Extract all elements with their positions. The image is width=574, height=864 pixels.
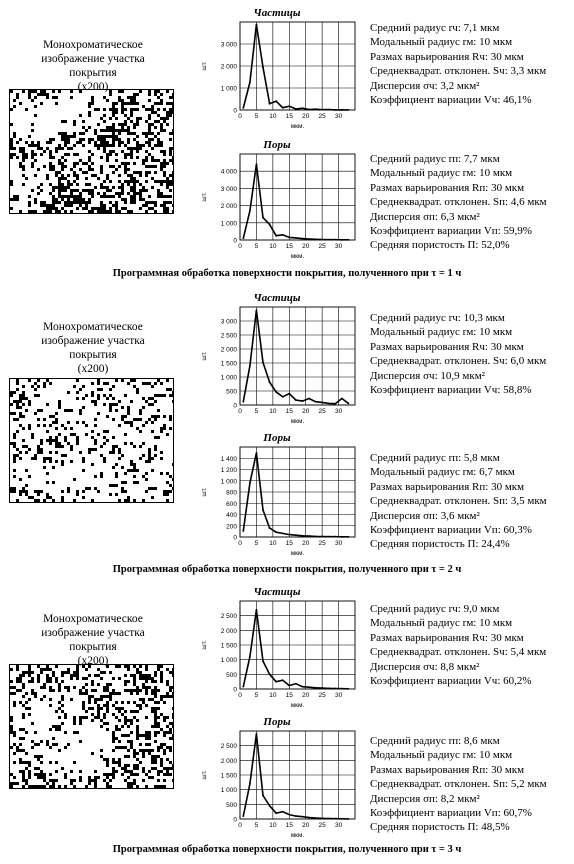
stat-line: Дисперсия σч: 8,8 мкм² (370, 660, 480, 673)
micrograph-pixels (10, 379, 174, 503)
x-axis-label: мкм. (290, 418, 305, 425)
chart-title-pores-1: Поры (263, 139, 291, 151)
stats-pores-3 (370, 734, 547, 835)
data-point (242, 401, 244, 403)
x-tick-label: 25 (318, 243, 326, 250)
image-caption-2: Монохроматическое изображение участка покрытия (x200) (41, 321, 145, 375)
series-line (243, 25, 348, 110)
y-tick-label: 2 000 (220, 63, 237, 71)
data-point (321, 239, 323, 241)
image-caption-3: Монохроматическое изображение участка покрытия (x200) (41, 613, 145, 667)
x-tick-label: 30 (334, 243, 343, 250)
data-point (256, 163, 258, 165)
data-point (288, 685, 290, 687)
data-point (275, 531, 277, 533)
stat-line: Размах варьирования Rч: 30 мкм (370, 50, 524, 63)
x-tick-label: 10 (269, 408, 277, 415)
data-point (315, 817, 317, 819)
data-point (256, 309, 258, 311)
y-tick-label: 1 500 (220, 642, 237, 650)
chart-title-particles-3: Частицы (253, 586, 301, 598)
stat-line: Дисперсия σч: 3,2 мкм² (370, 79, 480, 92)
data-point (242, 686, 244, 688)
y-tick-label: 2 000 (220, 203, 237, 211)
series-line (243, 164, 348, 240)
series-line (243, 310, 348, 403)
x-tick-label: 15 (285, 822, 293, 829)
y-tick-label: 0 (233, 237, 237, 245)
y-tick-label: 200 (226, 523, 237, 531)
stat-line: Коэффициент вариации Vч: 58,8% (370, 383, 532, 396)
data-point (256, 733, 258, 735)
data-point (341, 109, 343, 111)
micrograph-1 (9, 89, 174, 214)
x-tick-label: 0 (238, 113, 242, 120)
data-point (288, 393, 290, 395)
x-tick-label: 30 (334, 113, 343, 120)
data-point (256, 24, 258, 26)
data-point (308, 686, 310, 688)
series-line (243, 734, 348, 819)
stat-line: Среднеквадрат. отклонен. Sч: 3,3 мкм (370, 65, 547, 78)
data-point (334, 818, 336, 820)
data-point (315, 108, 317, 110)
x-tick-label: 20 (302, 692, 310, 699)
y-tick-label: 500 (226, 388, 237, 396)
stat-line: Модальный радиус rм: 10 мкм (370, 326, 513, 339)
x-tick-label: 5 (254, 822, 259, 829)
x-tick-label: 10 (269, 113, 277, 120)
data-point (341, 398, 343, 400)
x-tick-label: 20 (302, 540, 310, 547)
data-point (302, 686, 304, 688)
data-point (275, 391, 277, 393)
data-point (269, 224, 271, 226)
x-tick-label: 0 (238, 692, 242, 699)
histogram-pores-2 (196, 443, 361, 557)
histogram-pores-3 (196, 727, 361, 839)
stat-line: Размах варьирования Rп: 30 мкм (370, 480, 525, 493)
y-tick-label: 1 000 (220, 787, 237, 795)
stats-particles-1 (370, 21, 546, 107)
x-tick-label: 30 (334, 540, 343, 547)
y-tick-label: 4 000 (220, 168, 237, 176)
y-axis-label: шт. (201, 770, 208, 780)
x-tick-label: 5 (254, 243, 259, 250)
stat-line: Модальный радиус rм: 10 мкм (370, 167, 513, 180)
stat-line: Модальный радиус rм: 6,7 мкм (370, 466, 515, 479)
stats-particles-3 (370, 602, 546, 688)
stat-line: Дисперсия σп: 8,2 мкм² (370, 792, 480, 805)
data-point (321, 687, 323, 689)
stat-line: Коэффициент вариации Vч: 46,1% (370, 93, 532, 106)
stat-line: Модальный радиус rм: 10 мкм (370, 36, 513, 49)
data-point (282, 811, 284, 813)
data-point (348, 109, 350, 111)
stat-line: Модальный радиус rм: 10 мкм (370, 617, 513, 630)
series-line (243, 610, 348, 689)
stat-line: Средний радиус rч: 7,1 мкм (370, 22, 500, 34)
stat-line: Среднеквадрат. отклонен. Sп: 4,6 мкм (370, 196, 547, 209)
histogram-pores-1 (196, 150, 361, 260)
stats-particles-2 (370, 311, 546, 397)
stat-line: Средний радиус rп: 5,8 мкм (370, 452, 500, 464)
data-point (321, 536, 323, 538)
data-point (262, 66, 264, 68)
section-footer-3: Программная обработка поверхности покрытия, полученного при τ = 3 ч (112, 844, 462, 855)
data-point (288, 814, 290, 816)
y-tick-label: 2 000 (220, 346, 237, 354)
data-point (295, 108, 297, 110)
x-tick-label: 25 (318, 113, 326, 120)
stat-line: Коэффициент вариации Vп: 60,3% (370, 523, 532, 536)
data-point (282, 679, 284, 681)
x-tick-label: 0 (238, 540, 242, 547)
data-point (302, 400, 304, 402)
data-point (242, 237, 244, 239)
data-point (334, 688, 336, 690)
data-point (328, 109, 330, 111)
y-tick-label: 1 000 (220, 220, 237, 228)
x-tick-label: 20 (302, 408, 310, 415)
section-footer-2: Программная обработка поверхности покрытия, полученного при τ = 2 ч (112, 564, 462, 575)
x-tick-label: 25 (318, 822, 326, 829)
y-axis-label: шт. (201, 61, 208, 71)
x-tick-label: 10 (269, 540, 277, 547)
y-tick-label: 0 (233, 816, 237, 824)
data-point (269, 381, 271, 383)
data-point (275, 812, 277, 814)
y-tick-label: 3 000 (220, 41, 237, 49)
data-point (341, 688, 343, 690)
histogram-particles-3 (196, 597, 361, 709)
x-tick-label: 0 (238, 243, 242, 250)
data-point (256, 452, 258, 454)
stat-line: Размах варьирования Rч: 30 мкм (370, 340, 524, 353)
x-tick-label: 5 (254, 113, 259, 120)
x-tick-label: 5 (254, 692, 259, 699)
data-point (321, 109, 323, 111)
data-point (341, 818, 343, 820)
x-axis-label: мкм. (290, 702, 305, 709)
data-point (302, 816, 304, 818)
data-point (275, 681, 277, 683)
y-tick-label: 2 500 (220, 743, 237, 751)
data-point (321, 401, 323, 403)
data-point (308, 398, 310, 400)
data-point (295, 237, 297, 239)
data-point (328, 239, 330, 241)
x-tick-label: 15 (285, 408, 293, 415)
y-tick-label: 500 (226, 801, 237, 809)
data-point (282, 234, 284, 236)
data-point (334, 239, 336, 241)
stat-line: Средний радиус rп: 7,7 мкм (370, 153, 500, 165)
data-point (288, 237, 290, 239)
stat-line: Средний радиус rп: 8,6 мкм (370, 735, 500, 747)
data-point (334, 109, 336, 111)
y-tick-label: 1 500 (220, 772, 237, 780)
stat-line: Коэффициент вариации Vп: 60,7% (370, 806, 532, 819)
y-tick-label: 0 (233, 402, 237, 410)
x-tick-label: 5 (254, 540, 259, 547)
x-tick-label: 30 (334, 692, 343, 699)
data-point (242, 530, 244, 532)
data-point (315, 536, 317, 538)
stat-line: Среднеквадрат. отклонен. Sч: 6,0 мкм (370, 355, 547, 368)
data-point (269, 805, 271, 807)
data-point (249, 365, 251, 367)
y-tick-label: 2 500 (220, 613, 237, 621)
micrograph-2 (9, 378, 174, 503)
stat-line: Размах варьирования Rч: 30 мкм (370, 631, 524, 644)
data-point (308, 535, 310, 537)
x-tick-label: 20 (302, 113, 310, 120)
y-tick-label: 1 500 (220, 360, 237, 368)
x-axis-label: мкм. (290, 550, 305, 557)
stat-line: Среднеквадрат. отклонен. Sп: 3,5 мкм (370, 495, 547, 508)
y-tick-label: 0 (233, 534, 237, 542)
chart-title-pores-2: Поры (263, 432, 291, 444)
micrograph-pixels (10, 90, 174, 214)
data-point (269, 103, 271, 105)
data-point (242, 107, 244, 109)
data-point (328, 536, 330, 538)
stat-line: Дисперсия σп: 6,3 мкм² (370, 210, 480, 223)
y-axis-label: шт. (201, 487, 208, 497)
x-tick-label: 0 (238, 822, 242, 829)
histogram-particles-1 (196, 18, 361, 130)
data-point (262, 362, 264, 364)
y-tick-label: 1 000 (220, 85, 237, 93)
data-point (341, 239, 343, 241)
y-tick-label: 3 000 (220, 318, 237, 326)
chart-title-particles-2: Частицы (253, 292, 301, 304)
data-point (348, 402, 350, 404)
data-point (256, 609, 258, 611)
y-axis-label: шт. (201, 192, 208, 202)
data-point (348, 818, 350, 820)
data-point (315, 238, 317, 240)
data-point (348, 239, 350, 241)
x-tick-label: 15 (285, 243, 293, 250)
x-axis-label: мкм. (290, 123, 305, 130)
y-tick-label: 800 (226, 489, 237, 497)
data-point (328, 818, 330, 820)
data-point (249, 656, 251, 658)
data-point (302, 238, 304, 240)
data-point (282, 396, 284, 398)
data-point (308, 238, 310, 240)
stat-line: Коэффициент вариации Vч: 60,2% (370, 674, 532, 687)
y-tick-label: 3 000 (220, 185, 237, 193)
data-point (249, 482, 251, 484)
x-tick-label: 25 (318, 540, 326, 547)
data-point (262, 509, 264, 511)
data-point (269, 673, 271, 675)
stat-line: Средняя пористость П: 52,0% (370, 239, 510, 252)
stats-pores-2 (370, 451, 547, 552)
y-tick-label: 1 200 (220, 467, 237, 474)
x-tick-label: 25 (318, 692, 326, 699)
y-tick-label: 500 (226, 671, 237, 679)
y-tick-label: 600 (226, 500, 237, 508)
data-point (341, 536, 343, 538)
micrograph-texture (10, 90, 174, 214)
x-tick-label: 30 (334, 408, 343, 415)
data-point (302, 107, 304, 109)
data-point (321, 818, 323, 820)
data-point (262, 217, 264, 219)
stat-line: Средний радиус rч: 9,0 мкм (370, 603, 500, 615)
x-axis-label: мкм. (290, 253, 305, 260)
stat-line: Размах варьирования Rп: 30 мкм (370, 763, 525, 776)
y-tick-label: 0 (233, 686, 237, 694)
x-tick-label: 10 (269, 822, 277, 829)
x-tick-label: 15 (285, 692, 293, 699)
stat-line: Средний радиус rч: 10,3 мкм (370, 312, 505, 324)
data-point (295, 683, 297, 685)
series-line (243, 453, 348, 537)
data-point (275, 235, 277, 237)
data-point (328, 688, 330, 690)
stats-pores-1 (370, 152, 547, 253)
y-axis-label: шт. (201, 351, 208, 361)
x-tick-label: 30 (334, 822, 343, 829)
x-tick-label: 10 (269, 243, 277, 250)
y-tick-label: 1 000 (220, 657, 237, 665)
x-tick-label: 25 (318, 408, 326, 415)
stat-line: Дисперсия σч: 10,9 мкм² (370, 369, 485, 382)
y-tick-label: 2 500 (220, 332, 237, 340)
y-tick-label: 400 (226, 512, 237, 519)
image-caption-1: Монохроматическое изображение участка покрытия (x200) (41, 39, 145, 93)
y-axis-label: шт. (201, 640, 208, 650)
data-point (315, 687, 317, 689)
data-point (288, 534, 290, 536)
micrograph-texture (10, 665, 174, 789)
micrograph-3 (9, 664, 174, 789)
y-tick-label: 1 000 (220, 374, 237, 382)
x-tick-label: 0 (238, 408, 242, 415)
data-point (262, 795, 264, 797)
x-tick-label: 15 (285, 540, 293, 547)
stat-line: Среднеквадрат. отклонен. Sп: 5,2 мкм (370, 778, 547, 791)
data-point (302, 535, 304, 537)
x-tick-label: 5 (254, 408, 259, 415)
y-tick-label: 2 000 (220, 757, 237, 765)
data-point (308, 817, 310, 819)
y-tick-label: 0 (233, 107, 237, 115)
data-point (348, 688, 350, 690)
x-tick-label: 20 (302, 243, 310, 250)
histogram-particles-2 (196, 303, 361, 425)
data-point (262, 660, 264, 662)
data-point (315, 401, 317, 403)
stat-line: Дисперсия σп: 3,6 мкм² (370, 509, 480, 522)
data-point (308, 109, 310, 111)
data-point (249, 81, 251, 83)
section-footer-1: Программная обработка поверхности покрытия, полученного при τ = 1 ч (112, 268, 462, 279)
data-point (288, 105, 290, 107)
data-point (334, 403, 336, 405)
stat-line: Размах варьирования Rп: 30 мкм (370, 181, 525, 194)
stat-line: Средняя пористость П: 24,4% (370, 538, 510, 551)
micrograph-pixels (10, 665, 174, 789)
x-axis-label: мкм. (290, 832, 305, 839)
stat-line: Коэффициент вариации Vп: 59,9% (370, 224, 532, 237)
data-point (249, 210, 251, 212)
micrograph-texture (10, 379, 174, 503)
data-point (249, 783, 251, 785)
chart-title-particles-1: Частицы (253, 7, 301, 19)
data-point (295, 534, 297, 536)
data-point (295, 399, 297, 401)
data-point (282, 107, 284, 109)
y-tick-label: 1 400 (220, 455, 237, 463)
data-point (348, 536, 350, 538)
stat-line: Средняя пористость П: 48,5% (370, 821, 510, 834)
stat-line: Модальный радиус rм: 10 мкм (370, 749, 513, 762)
x-tick-label: 20 (302, 822, 310, 829)
y-tick-label: 2 000 (220, 627, 237, 635)
data-point (242, 815, 244, 817)
data-point (269, 527, 271, 529)
data-point (295, 815, 297, 817)
x-tick-label: 15 (285, 113, 293, 120)
chart-title-pores-3: Поры (263, 716, 291, 728)
data-point (334, 536, 336, 538)
data-point (275, 100, 277, 102)
data-point (328, 402, 330, 404)
stat-line: Среднеквадрат. отклонен. Sч: 5,4 мкм (370, 646, 547, 659)
y-tick-label: 1 000 (220, 478, 237, 486)
data-point (282, 533, 284, 535)
x-tick-label: 10 (269, 692, 277, 699)
